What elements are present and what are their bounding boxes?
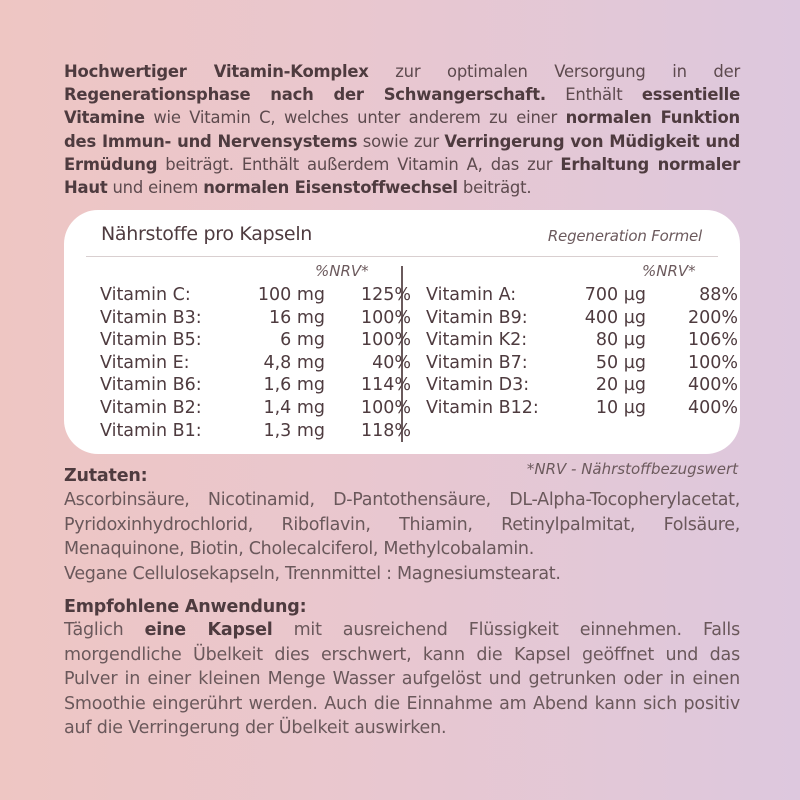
nutrient-name: Vitamin K2: <box>426 330 528 351</box>
nutrient-amount: 16 mg <box>269 307 325 328</box>
nutrient-nrv: 106% <box>687 330 738 351</box>
nutrient-name: Vitamin B1: <box>100 420 202 441</box>
nutrient-row <box>100 307 411 330</box>
nutrient-nrv: 100% <box>360 330 411 351</box>
nutrient-row <box>100 352 411 375</box>
nutrient-card <box>64 210 740 454</box>
card-divider <box>86 256 718 257</box>
nutrient-row <box>426 284 738 307</box>
nutrient-name: Vitamin B12: <box>426 397 539 418</box>
nutrient-row <box>100 329 411 352</box>
nrv-footnote: *NRV - Nährstoffbezugswert <box>526 460 738 478</box>
intro-text-4: sowie zur <box>357 131 445 151</box>
ingredients-text <box>64 488 740 586</box>
nutrient-name: Vitamin C: <box>100 285 191 305</box>
nutrient-amount: 400 µg <box>584 307 646 328</box>
nutrient-nrv: 100% <box>360 397 411 418</box>
nutrient-name: Vitamin D3: <box>426 375 530 396</box>
nutrient-name: Vitamin B6: <box>100 375 202 396</box>
formula-label: Regeneration Formel <box>547 227 702 245</box>
nutrient-row <box>100 420 411 443</box>
nutrient-nrv: 88% <box>699 285 738 305</box>
nutrient-row <box>100 374 411 397</box>
nutrient-amount: 4,8 mg <box>263 352 325 373</box>
ingredients-list: Ascorbinsäure, Nicotinamid, D-Pantothensäure, DL-Alpha-Tocopherylacetat, Pyridoxinhydrochlorid, Riboflavin, Thiamin, Retinylpalmitat, Folsäure, Menaquinone, Biotin, Cholecalciferol, Methylcobalamin. <box>64 490 740 559</box>
nutrient-table-right <box>426 284 738 420</box>
capsule-ingredients: Vegane Cellulosekapseln, Trennmittel : Magnesiumstearat. <box>64 563 561 584</box>
nutrient-row <box>100 397 411 420</box>
usage-text-2: mit ausreichend Flüssigkeit einnehmen. Falls morgendliche Übelkeit dies erschwert, kann die Kapsel geöffnet und das Pulver in einer kleinen Menge Wasser aufgelöst und getrunken oder in einen Smoothie eingerührt werden. Auch die Einnahme am Abend kann sich positiv auf die Verringerung der Übelkeit auswirken. <box>64 620 740 739</box>
intro-bold-1: Hochwertiger Vitamin-Komplex <box>64 62 369 81</box>
nutrient-nrv: 40% <box>372 352 411 373</box>
nutrient-row <box>426 352 738 375</box>
intro-text-2: Enthält <box>545 85 642 105</box>
nutrient-table-left <box>100 284 411 442</box>
nutrient-amount: 50 µg <box>595 352 646 373</box>
intro-bold-3: essentielle Vitamine <box>64 85 740 128</box>
nrv-header-left: %NRV* <box>315 262 369 280</box>
intro-bold-2: Regenerationsphase nach der Schwangerschaft. <box>64 85 546 105</box>
nutrient-nrv: 200% <box>687 307 738 328</box>
nutrient-name: Vitamin A: <box>426 285 517 305</box>
nutrient-nrv: 100% <box>360 307 411 328</box>
nutrient-name: Vitamin B7: <box>426 352 528 373</box>
intro-text-3: wie Vitamin C, welches unter anderem zu einer <box>144 108 566 128</box>
ingredients-heading: Zutaten: <box>64 466 148 486</box>
nutrient-amount: 1,3 mg <box>263 420 325 441</box>
usage-text-1: Täglich <box>64 620 145 640</box>
nutrient-name: Vitamin B9: <box>426 307 528 328</box>
intro-text-7: beiträgt. <box>457 178 532 198</box>
intro-bold-7: normalen Eisenstoffwechsel <box>203 178 458 198</box>
nutrient-name: Vitamin E: <box>100 352 190 373</box>
intro-text-1: zur optimalen Versorgung in der <box>368 62 740 81</box>
nutrient-nrv: 114% <box>360 375 411 396</box>
nutrient-nrv: 100% <box>687 352 738 373</box>
intro-text-6: und einem <box>107 178 204 198</box>
nutrient-row <box>100 284 411 307</box>
nutrient-nrv: 125% <box>360 285 411 305</box>
nrv-header-right: %NRV* <box>642 262 696 280</box>
nutrient-amount: 100 mg <box>257 285 325 305</box>
usage-text <box>64 618 740 741</box>
intro-text-5: beiträgt. Enthält außerdem Vitamin A, das zur <box>157 154 561 174</box>
usage-heading: Empfohlene Anwendung: <box>64 597 307 617</box>
nutrient-amount: 1,6 mg <box>263 375 325 396</box>
nutrient-name: Vitamin B2: <box>100 397 202 418</box>
nutrient-row <box>426 307 738 330</box>
nutrient-amount: 20 µg <box>595 375 646 396</box>
nutrient-nrv: 400% <box>687 397 738 418</box>
nutrient-nrv: 118% <box>360 420 411 441</box>
nutrient-name: Vitamin B3: <box>100 307 202 328</box>
nutrient-amount: 10 µg <box>595 397 646 418</box>
nutrient-amount: 80 µg <box>595 330 646 351</box>
product-description <box>64 60 740 199</box>
intro-bold-4: normalen Funktion des Immun- und Nervensystems <box>64 108 740 151</box>
nutrient-name: Vitamin B5: <box>100 330 202 351</box>
nutrient-amount: 6 mg <box>280 330 325 351</box>
nutrient-amount: 1,4 mg <box>263 397 325 418</box>
intro-bold-6: Erhaltung normaler Haut <box>64 154 740 198</box>
nutrient-row <box>426 374 738 397</box>
usage-bold: eine Kapsel <box>144 620 273 640</box>
nutrient-row <box>426 329 738 352</box>
nutrient-nrv: 400% <box>687 375 738 396</box>
intro-bold-5: Verringerung von Müdigkeit und Ermüdung <box>64 131 740 174</box>
nutrient-row <box>426 397 738 420</box>
nutrient-amount: 700 µg <box>584 285 646 305</box>
nutrient-card-title: Nährstoffe pro Kapseln <box>101 223 313 245</box>
